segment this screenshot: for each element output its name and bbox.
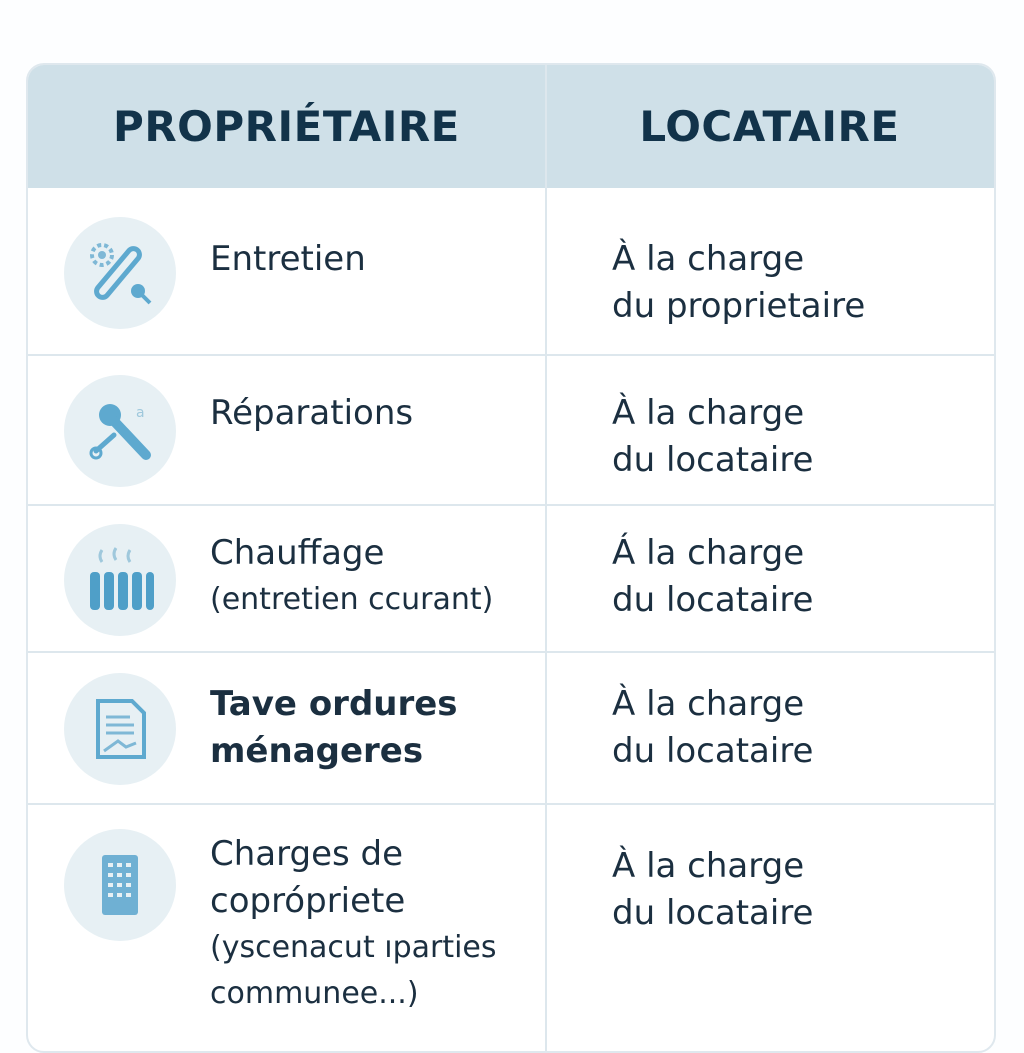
row-value-line: À la charge <box>612 846 805 886</box>
svg-text:a: a <box>136 405 145 421</box>
row-label-line: ménageres <box>210 731 424 771</box>
row-label-line: Entretien <box>210 239 366 279</box>
table-header <box>28 65 994 188</box>
row-value-line: du locataire <box>612 731 814 771</box>
row-value-line: du locataire <box>612 440 814 480</box>
row-value-line: À la charge <box>612 239 805 279</box>
row-label-sub: (yscenacut ıparties <box>210 930 497 965</box>
row-value-line: À la charge <box>612 393 805 433</box>
header-locataire: LOCATAIRE <box>639 102 900 151</box>
table-row <box>28 188 994 356</box>
row-label-line: Tave ordures <box>210 684 458 724</box>
table-row <box>28 653 994 805</box>
row-label-sub: (entretien ccurant) <box>210 582 494 617</box>
row-label-sub: communee...) <box>210 976 419 1011</box>
row-label-line: Chauffage <box>210 533 385 573</box>
row-value-line: du locataire <box>612 580 814 620</box>
wrench-icon <box>64 375 176 487</box>
radiator-icon <box>64 524 176 636</box>
header-proprietaire: PROPRIÉTAIRE <box>113 102 460 151</box>
maintenance-tools-icon <box>64 217 176 329</box>
table-row <box>28 805 994 1053</box>
charges-table <box>26 63 996 1053</box>
row-label-line: coprópriete <box>210 881 406 921</box>
table-row <box>28 506 994 653</box>
row-value-line: du proprietaire <box>612 286 866 326</box>
row-label-line: Réparations <box>210 393 414 433</box>
document-icon <box>64 673 176 785</box>
row-value-line: du locataire <box>612 893 814 933</box>
row-value-line: Á la charge <box>612 533 805 573</box>
row-value-line: À la charge <box>612 684 805 724</box>
building-icon <box>64 829 176 941</box>
table-row <box>28 356 994 506</box>
row-label-line: Charges de <box>210 834 404 874</box>
